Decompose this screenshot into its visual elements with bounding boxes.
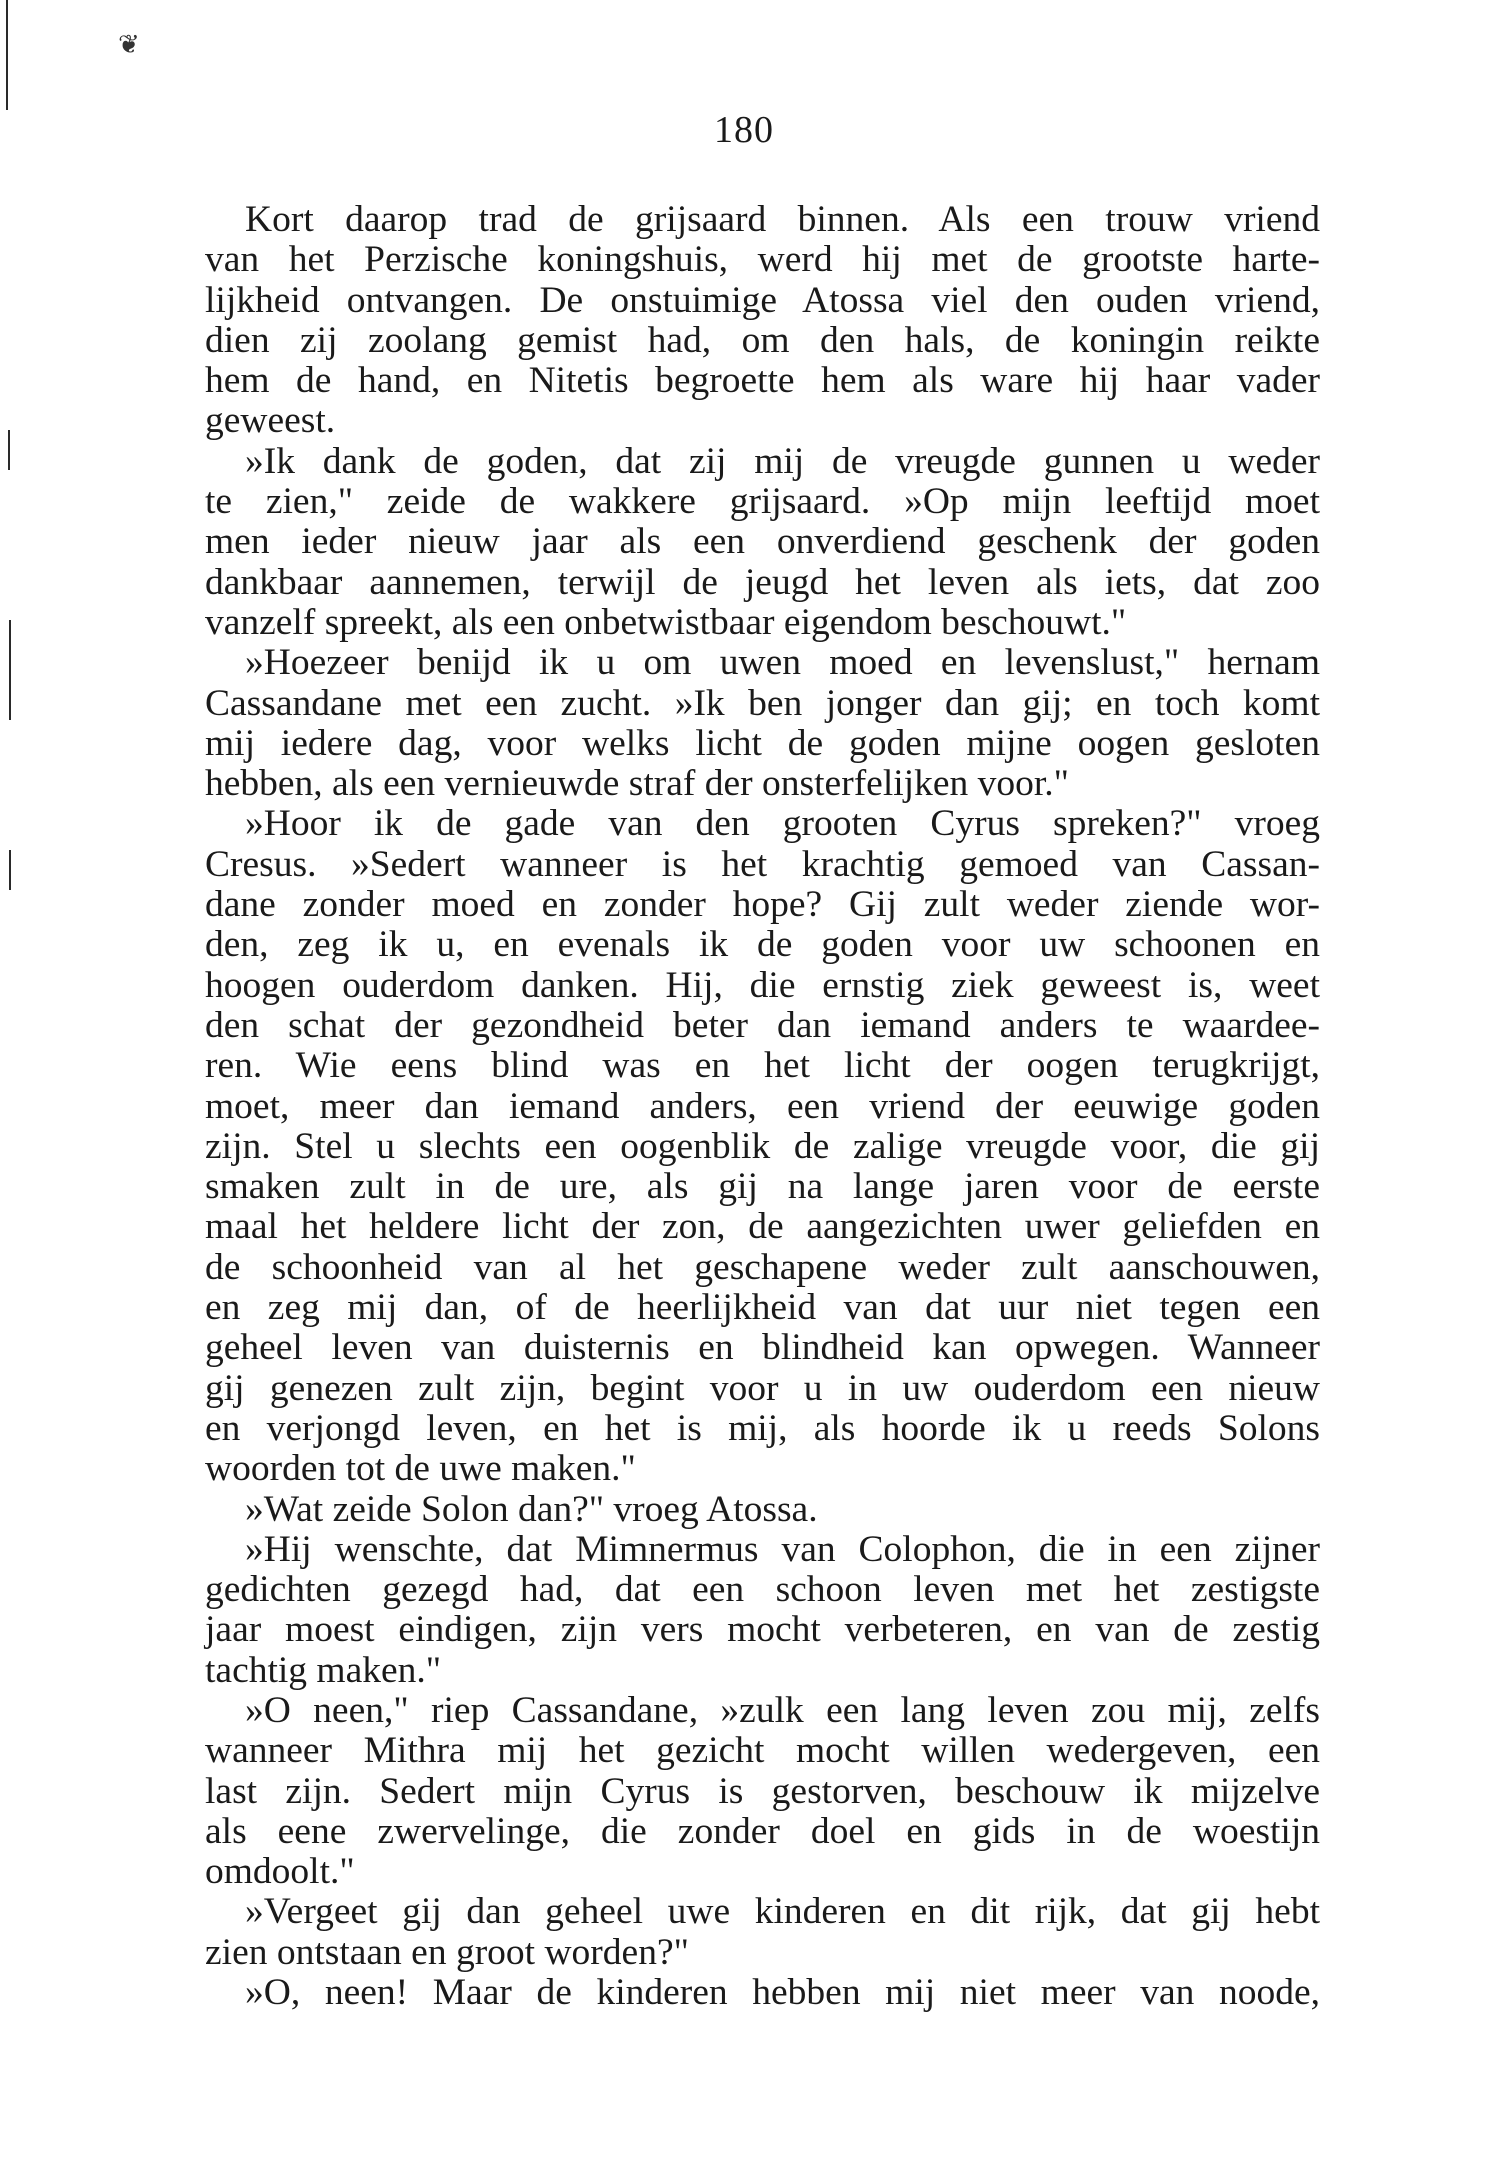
text-line: »O neen," riep Cassandane, »zulk een lang leven zou mij, zelfs — [245, 1689, 1320, 1731]
scan-edge-line — [8, 430, 10, 470]
text-line: geweest. — [205, 400, 336, 442]
body-text — [205, 200, 1320, 2013]
paragraph — [205, 804, 1320, 1489]
text-line: Kort daarop trad de grijsaard binnen. Als een trouw vriend — [245, 199, 1320, 240]
paragraph — [205, 1490, 1320, 1530]
paragraph — [205, 643, 1320, 804]
text-line: te zien," zeide de wakkere grijsaard. »Op mijn leeftijd moet — [205, 481, 1320, 523]
paragraph — [205, 1892, 1320, 1973]
text-line: hebben, als een vernieuwde straf der onsterfelijken voor." — [205, 763, 1069, 805]
text-line: en verjongd leven, en het is mij, als hoorde ik u reeds Solons — [205, 1407, 1320, 1449]
text-line: smaken zult in de ure, als gij na lange jaren voor de eerste — [205, 1166, 1320, 1208]
text-line: last zijn. Sedert mijn Cyrus is gestorven, beschouw ik mijzelve — [205, 1770, 1320, 1812]
scan-edge-line — [9, 850, 11, 890]
text-line: en zeg mij dan, of de heerlijkheid van dat uur niet tegen een — [205, 1287, 1320, 1329]
paragraph — [205, 1530, 1320, 1691]
text-line: »Vergeet gij dan geheel uwe kinderen en dit rijk, dat gij hebt — [245, 1891, 1320, 1933]
text-line: de schoonheid van al het geschapene weder zult aanschouwen, — [205, 1246, 1320, 1288]
text-line: zijn. Stel u slechts een oogenblik de zalige vreugde voor, die gij — [205, 1125, 1320, 1167]
text-line: hoogen ouderdom danken. Hij, die ernstig ziek geweest is, weet — [205, 964, 1320, 1006]
text-line: den schat der gezondheid beter dan iemand anders te waardee- — [205, 1004, 1320, 1046]
text-line: dien zij zoolang gemist had, om den hals, de koningin reikte — [205, 319, 1320, 361]
paragraph — [205, 200, 1320, 442]
scan-edge-line — [9, 620, 11, 720]
text-line: tachtig maken." — [205, 1649, 442, 1691]
text-line: ren. Wie eens blind was en het licht der oogen terugkrijgt, — [205, 1045, 1320, 1087]
paragraph — [205, 1973, 1320, 2013]
page-number: 180 — [714, 109, 774, 151]
text-line: wanneer Mithra mij het gezicht mocht willen wedergeven, een — [205, 1730, 1320, 1772]
text-line: dankbaar aannemen, terwijl de jeugd het leven als iets, dat zoo — [205, 561, 1320, 603]
text-line: jaar moest eindigen, zijn vers mocht verbeteren, en van de zestig — [205, 1609, 1320, 1651]
text-line: »Ik dank de goden, dat zij mij de vreugde gunnen u weder — [245, 440, 1320, 482]
paragraph — [205, 1691, 1320, 1892]
text-line: gedichten gezegd had, dat een schoon leven met het zestigste — [205, 1569, 1320, 1611]
text-line: den, zeg ik u, en evenals ik de goden voor uw schoonen en — [205, 924, 1320, 966]
text-line: »Hoor ik de gade van den grooten Cyrus spreken?" vroeg — [245, 803, 1320, 845]
text-line: »Hoezeer benijd ik u om uwen moed en levenslust," hernam — [245, 642, 1320, 684]
text-line: geheel leven van duisternis en blindheid kan opwegen. Wanneer — [205, 1327, 1320, 1369]
text-line: zien ontstaan en groot worden?" — [205, 1931, 689, 1973]
text-line: »Hij wenschte, dat Mimnermus van Colophon, die in een zijner — [245, 1528, 1320, 1570]
text-line: omdoolt." — [205, 1851, 355, 1893]
text-line: »Wat zeide Solon dan?" vroeg Atossa. — [245, 1488, 818, 1530]
text-line: Cassandane met een zucht. »Ik ben jonger dan gij; en toch komt — [205, 682, 1320, 724]
paragraph — [205, 442, 1320, 643]
text-line: hem de hand, en Nitetis begroette hem als ware hij haar vader — [205, 360, 1320, 402]
text-line: maal het heldere licht der zon, de aangezichten uwer geliefden en — [205, 1206, 1320, 1248]
text-line: van het Perzische koningshuis, werd hij met de grootste harte- — [205, 239, 1320, 281]
text-line: dane zonder moed en zonder hope? Gij zult weder ziende wor- — [205, 884, 1320, 926]
scan-edge-line — [6, 0, 8, 110]
text-line: als eene zwervelinge, die zonder doel en gids in de woestijn — [205, 1810, 1320, 1852]
text-line: Cresus. »Sedert wanneer is het krachtig gemoed van Cassan- — [205, 843, 1320, 885]
text-line: mij iedere dag, voor welks licht de goden mijne oogen gesloten — [205, 722, 1320, 764]
text-line: »O, neen! Maar de kinderen hebben mij niet meer van noode, — [245, 1972, 1320, 2014]
text-line: vanzelf spreekt, als een onbetwistbaar eigendom beschouwt." — [205, 601, 1127, 643]
text-line: men ieder nieuw jaar als een onverdiend geschenk der goden — [205, 521, 1320, 563]
text-line: woorden tot de uwe maken." — [205, 1448, 636, 1490]
text-line: lijkheid ontvangen. De onstuimige Atossa viel den ouden vriend, — [205, 279, 1320, 321]
text-line: gij genezen zult zijn, begint voor u in uw ouderdom een nieuw — [205, 1367, 1320, 1409]
scan-artifact-icon: ❦ — [118, 30, 140, 59]
text-line: moet, meer dan iemand anders, een vriend der eeuwige goden — [205, 1085, 1320, 1127]
